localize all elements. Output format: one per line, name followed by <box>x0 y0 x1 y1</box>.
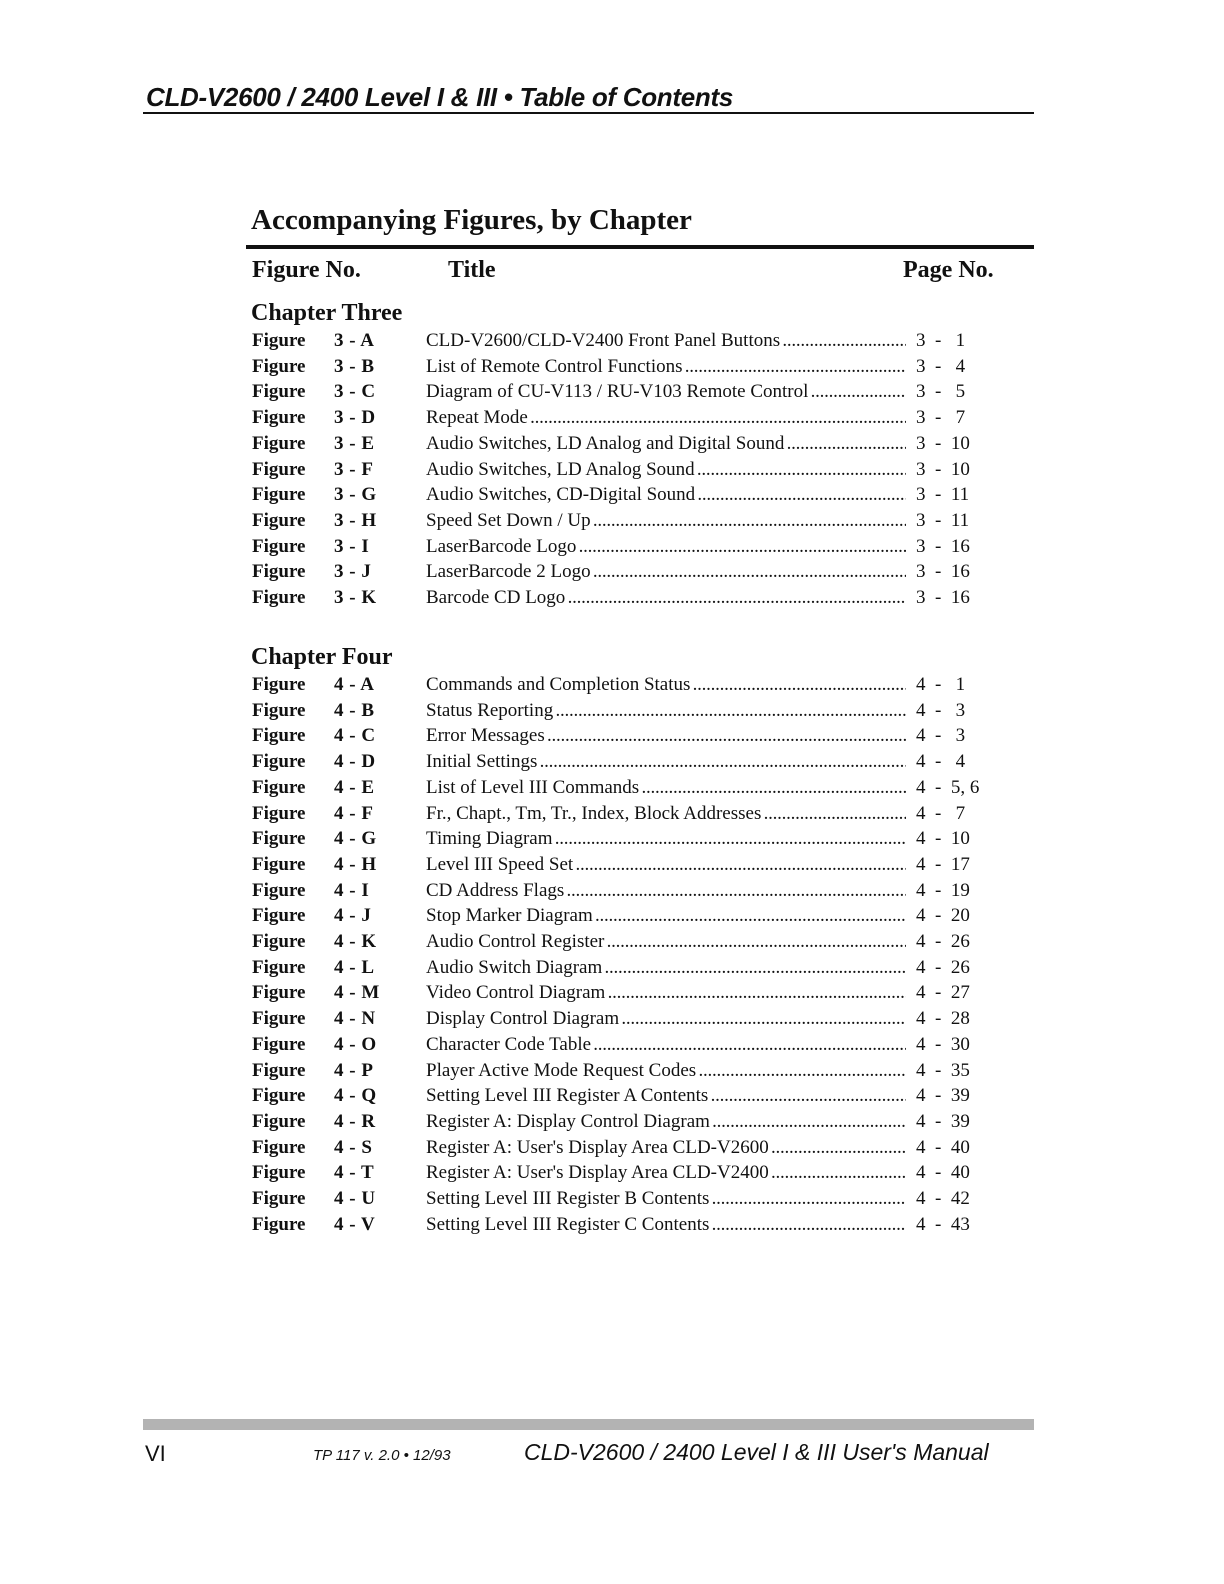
figure-page: 3 - 10 <box>916 432 970 454</box>
figure-number: 4 - Q <box>334 1085 377 1107</box>
figure-number: 4 - A <box>334 674 375 695</box>
figure-page: 4 - 26 <box>916 931 970 952</box>
footer-bar <box>143 1419 1034 1430</box>
figure-title: Level III Speed Set . . . <box>426 854 906 876</box>
figure-number: 3 - D <box>334 407 376 429</box>
figure-page: 4 - 19 <box>916 879 970 901</box>
figure-title: Audio Switches, LD Analog Sound . . . <box>426 459 906 481</box>
figure-entry <box>252 587 1032 613</box>
figure-entry <box>252 433 1032 459</box>
figure-label: Figure <box>252 1059 306 1081</box>
figure-number: 3 - K <box>334 587 377 608</box>
figure-label: Figure <box>252 674 306 695</box>
figure-page: 4 - 39 <box>916 1085 970 1107</box>
figure-entry <box>252 700 1032 726</box>
figure-page: 4 - 40 <box>916 1162 970 1184</box>
figure-entry <box>252 1008 1032 1034</box>
figure-page: 3 - 11 <box>916 484 970 506</box>
figure-title: Audio Switches, LD Analog and Digital Sound . . . <box>426 433 906 455</box>
figure-entry <box>252 905 1032 931</box>
figure-page: 4 - 43 <box>916 1213 970 1235</box>
figure-number: 3 - A <box>334 330 375 351</box>
figure-page: 4 - 7 <box>916 802 966 824</box>
figure-entry <box>252 982 1032 1008</box>
figure-title: CLD-V2600/CLD-V2400 Front Panel Buttons . . . <box>426 330 906 352</box>
figure-label: Figure <box>252 1110 306 1132</box>
figure-label: Figure <box>252 330 306 351</box>
figure-number: 3 - J <box>334 561 372 583</box>
figure-page: 4 - 3 <box>916 725 966 747</box>
figure-title: Audio Switches, CD-Digital Sound . . . <box>426 484 906 506</box>
figure-entry <box>252 407 1032 433</box>
figure-page: 4 - 39 <box>916 1110 970 1132</box>
column-head-title: Title <box>448 257 496 283</box>
figure-page: 3 - 16 <box>916 535 970 557</box>
figure-entry <box>252 1085 1032 1111</box>
figure-entry <box>252 1111 1032 1137</box>
figure-label: Figure <box>252 407 306 429</box>
figure-title: Setting Level III Register A Contents . . . <box>426 1085 906 1107</box>
figure-entry <box>252 674 1032 700</box>
figure-page: 3 - 16 <box>916 561 970 583</box>
figure-number: 4 - L <box>334 956 375 978</box>
figure-number: 3 - H <box>334 509 377 531</box>
figure-entry <box>252 459 1032 485</box>
figure-page: 3 - 1 <box>916 330 966 351</box>
figure-title: Status Reporting . . . <box>426 700 906 722</box>
figure-title: Stop Marker Diagram . . . <box>426 905 906 927</box>
figure-page: 3 - 16 <box>916 587 970 608</box>
figure-number: 4 - E <box>334 776 375 798</box>
figure-label: Figure <box>252 802 306 824</box>
figure-title: Register A: User's Display Area CLD-V2600 . . . <box>426 1137 906 1159</box>
figure-entry <box>252 484 1032 510</box>
figure-number: 4 - S <box>334 1136 373 1158</box>
figure-title: LaserBarcode Logo . . . <box>426 536 906 558</box>
figure-label: Figure <box>252 776 306 798</box>
figure-page: 4 - 42 <box>916 1188 970 1209</box>
figure-page: 3 - 7 <box>916 407 966 429</box>
figure-title: Audio Control Register . . . <box>426 931 906 953</box>
figure-entry <box>252 803 1032 829</box>
footer-manual-title: CLD-V2600 / 2400 Level I & III User's Manual <box>524 1439 989 1465</box>
figure-page: 4 - 20 <box>916 905 970 927</box>
figure-title: Timing Diagram . . . <box>426 828 906 850</box>
figure-title: LaserBarcode 2 Logo . . . <box>426 561 906 583</box>
figure-page: 4 - 28 <box>916 1008 970 1030</box>
figure-title: CD Address Flags . . . <box>426 880 906 902</box>
figure-label: Figure <box>252 1136 306 1158</box>
figure-label: Figure <box>252 828 306 850</box>
figure-entry <box>252 536 1032 562</box>
figure-label: Figure <box>252 561 306 583</box>
figure-page: 3 - 10 <box>916 458 970 480</box>
figure-page: 4 - 30 <box>916 1033 970 1055</box>
figure-label: Figure <box>252 1085 306 1107</box>
figure-label: Figure <box>252 1213 306 1235</box>
figure-label: Figure <box>252 905 306 927</box>
figure-entry <box>252 356 1032 382</box>
figure-label: Figure <box>252 587 306 608</box>
figure-label: Figure <box>252 355 306 377</box>
figure-title: Video Control Diagram . . . <box>426 982 906 1004</box>
figure-label: Figure <box>252 699 306 721</box>
figure-number: 4 - U <box>334 1188 376 1209</box>
figure-label: Figure <box>252 458 306 480</box>
figure-label: Figure <box>252 535 306 557</box>
figure-number: 3 - C <box>334 381 376 403</box>
footer-document-code: TP 117 v. 2.0 • 12/93 <box>313 1447 451 1464</box>
figure-label: Figure <box>252 725 306 747</box>
figure-entry <box>252 854 1032 880</box>
figure-title: Fr., Chapt., Tm, Tr., Index, Block Addresses . . . <box>426 803 906 825</box>
figure-page: 4 - 3 <box>916 699 966 721</box>
figure-page: 4 - 40 <box>916 1136 970 1158</box>
figure-title: Repeat Mode . . . <box>426 407 906 429</box>
figure-number: 4 - F <box>334 802 374 824</box>
column-head-page-no: Page No. <box>903 257 994 283</box>
figure-number: 4 - D <box>334 751 376 773</box>
figure-title: Initial Settings . . . <box>426 751 906 773</box>
figure-page: 4 - 26 <box>916 956 970 978</box>
figure-entry <box>252 957 1032 983</box>
figure-page: 3 - 11 <box>916 509 970 531</box>
figure-title: Setting Level III Register B Contents . . . <box>426 1188 906 1210</box>
figure-label: Figure <box>252 381 306 403</box>
figure-title: Player Active Mode Request Codes . . . <box>426 1060 906 1082</box>
figure-entry <box>252 330 1032 356</box>
figure-title: Register A: User's Display Area CLD-V2400 . . . <box>426 1162 906 1184</box>
figure-entry <box>252 561 1032 587</box>
header-rule <box>143 112 1034 114</box>
figure-number: 4 - B <box>334 699 375 721</box>
figure-number: 4 - G <box>334 828 377 850</box>
figure-label: Figure <box>252 1188 306 1209</box>
figure-number: 4 - N <box>334 1008 376 1030</box>
figure-label: Figure <box>252 853 306 875</box>
chapter-heading: Chapter Three <box>251 300 403 326</box>
figure-title: Speed Set Down / Up . . . <box>426 510 906 532</box>
figure-label: Figure <box>252 1008 306 1030</box>
figure-title: List of Remote Control Functions . . . <box>426 356 906 378</box>
figure-number: 3 - G <box>334 484 377 506</box>
figure-entry <box>252 1060 1032 1086</box>
figure-page: 4 - 1 <box>916 674 966 695</box>
figure-title: List of Level III Commands . . . <box>426 777 906 799</box>
figure-number: 4 - K <box>334 931 377 952</box>
figure-page: 4 - 27 <box>916 982 970 1004</box>
figure-title: Barcode CD Logo . . . <box>426 587 906 609</box>
figure-page: 4 - 10 <box>916 828 970 850</box>
figure-title: Error Messages . . . <box>426 725 906 747</box>
figure-number: 4 - M <box>334 982 380 1004</box>
figure-label: Figure <box>252 1033 306 1055</box>
figure-page: 3 - 5 <box>916 381 966 403</box>
figure-page: 4 - 35 <box>916 1059 970 1081</box>
figure-number: 3 - B <box>334 355 375 377</box>
running-header: CLD-V2600 / 2400 Level I & III • Table of Contents <box>146 82 733 112</box>
figure-entry <box>252 725 1032 751</box>
figure-page: 4 - 5, 6 <box>916 776 980 798</box>
page-folio: VI <box>145 1441 166 1466</box>
figure-title: Character Code Table . . . <box>426 1034 906 1056</box>
figure-label: Figure <box>252 982 306 1004</box>
chapter-heading: Chapter Four <box>251 644 393 670</box>
figure-title: Commands and Completion Status . . . <box>426 674 906 696</box>
column-head-figure-no: Figure No. <box>252 257 361 283</box>
figure-label: Figure <box>252 1162 306 1184</box>
figure-label: Figure <box>252 484 306 506</box>
figure-number: 4 - H <box>334 853 377 875</box>
figure-entry <box>252 381 1032 407</box>
figure-title: Register A: Display Control Diagram . . . <box>426 1111 906 1133</box>
figure-entry <box>252 1188 1032 1214</box>
figure-page: 3 - 4 <box>916 355 966 377</box>
figure-label: Figure <box>252 432 306 454</box>
figure-entry <box>252 828 1032 854</box>
figure-number: 4 - V <box>334 1213 376 1235</box>
figure-label: Figure <box>252 931 306 952</box>
figure-title: Audio Switch Diagram . . . <box>426 957 906 979</box>
figure-number: 3 - E <box>334 432 375 454</box>
figure-entry <box>252 1137 1032 1163</box>
figure-title: Diagram of CU-V113 / RU-V103 Remote Control . . . <box>426 381 906 403</box>
figure-label: Figure <box>252 956 306 978</box>
figure-entry <box>252 1034 1032 1060</box>
figure-entry <box>252 751 1032 777</box>
figure-label: Figure <box>252 509 306 531</box>
figure-label: Figure <box>252 751 306 773</box>
figure-number: 3 - F <box>334 458 374 480</box>
figure-number: 4 - P <box>334 1059 374 1081</box>
figure-label: Figure <box>252 879 306 901</box>
figure-page: 4 - 4 <box>916 751 966 773</box>
figure-title: Display Control Diagram . . . <box>426 1008 906 1030</box>
figure-number: 4 - I <box>334 879 370 901</box>
figure-number: 4 - O <box>334 1033 377 1055</box>
figure-page: 4 - 17 <box>916 853 970 875</box>
figure-entry <box>252 931 1032 957</box>
figure-number: 4 - R <box>334 1110 376 1132</box>
figure-number: 3 - I <box>334 535 370 557</box>
figure-entry <box>252 1214 1032 1240</box>
figure-number: 4 - J <box>334 905 372 927</box>
figure-entry <box>252 880 1032 906</box>
figure-entry <box>252 1162 1032 1188</box>
section-rule <box>246 245 1034 249</box>
figure-title: Setting Level III Register C Contents . . . <box>426 1214 906 1236</box>
figure-entry <box>252 777 1032 803</box>
figure-number: 4 - T <box>334 1162 375 1184</box>
figure-number: 4 - C <box>334 725 376 747</box>
section-title: Accompanying Figures, by Chapter <box>251 204 692 236</box>
figure-entry <box>252 510 1032 536</box>
